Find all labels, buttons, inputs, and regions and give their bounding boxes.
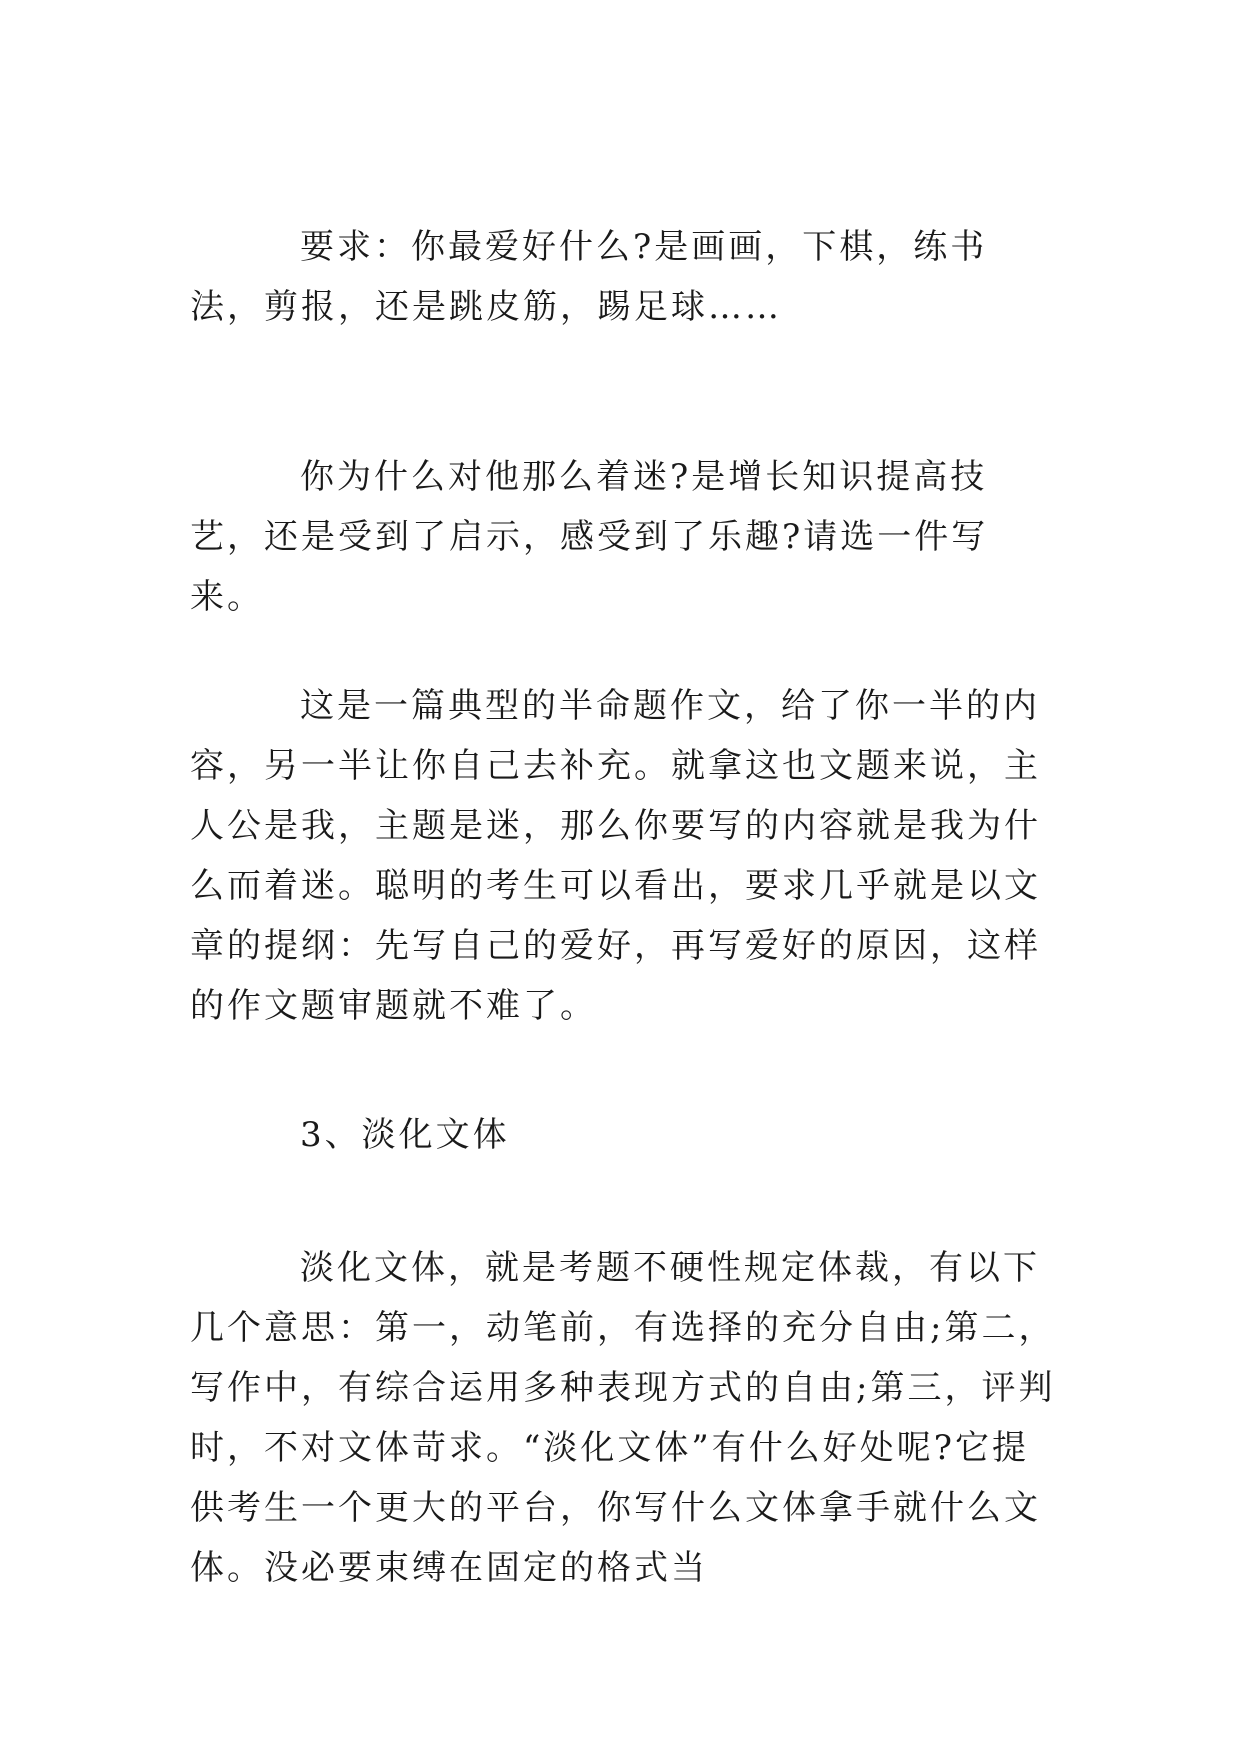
section-heading: 3、淡化文体 (300, 1115, 510, 1155)
paragraph-section-body: 淡化文体，就是考题不硬性规定体裁，有以下几个意思：第一，动笔前，有选择的充分自由;第二，写作中，有综合运用多种表现方式的自由;第三，评判时，不对文体苛求。“淡化文体”有什么好处呢?它提供考生一个更大的平台，你写什么文体拿手就什么文体。没必要束缚在固定的格式当 (190, 1248, 1056, 1588)
paragraph-question: 你为什么对他那么着迷?是增长知识提高技艺，还是受到了启示，感受到了乐趣?请选一件写来。 (190, 457, 989, 617)
paragraph-analysis: 这是一篇典型的半命题作文，给了你一半的内容，另一半让你自己去补充。就拿这也文题来说，主人公是我，主题是迷，那么你要写的内容就是我为什么而着迷。聪明的考生可以看出，要求几乎就是以文章的提纲：先写自己的爱好，再写爱好的原因，这样的作文题审题就不难了。 (190, 686, 1041, 1026)
paragraph-requirement: 要求：你最爱好什么?是画画，下棋，练书法，剪报，还是跳皮筋，踢足球…… (190, 227, 988, 327)
